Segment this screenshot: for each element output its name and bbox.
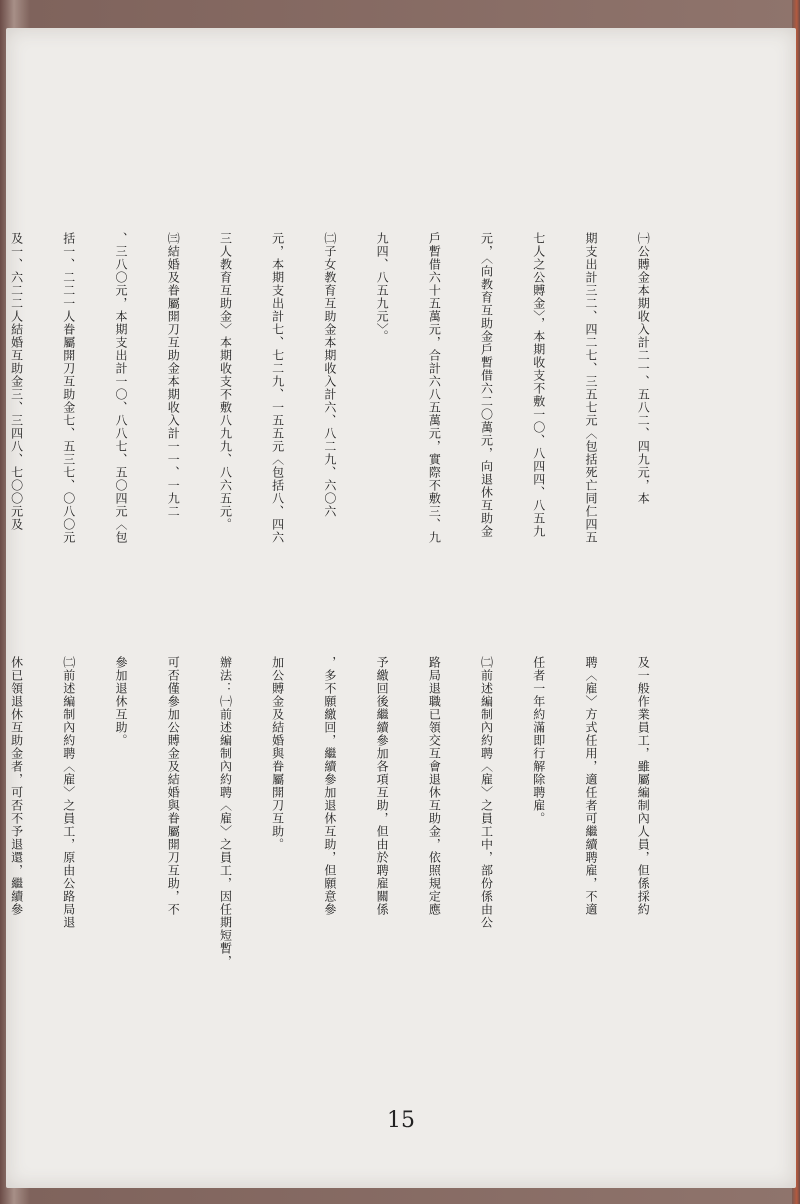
upper-text-block xyxy=(6,232,686,672)
text-line: 括一、二二一人眷屬開刀互助金七、五三七、〇八〇元 xyxy=(61,232,76,544)
text-line: ，多不願繳回，繼續參加退休互助，但願意參 xyxy=(322,656,337,916)
text-line: 可否僅參加公賻金及結婚與眷屬開刀互助，不 xyxy=(166,656,181,916)
text-line: ㈡前述編制內約聘〈雇〉之員工中，部份係由公 xyxy=(479,656,494,929)
text-line: 路局退職已領交互會退休互助金，依照規定應 xyxy=(427,656,442,916)
text-line: 聘〈雇〉方式任用，適任者可繼續聘雇，不適 xyxy=(583,656,598,916)
text-line: 休已領退休互助金者，可否不予退還，繼續參 xyxy=(9,656,24,916)
text-line: ㈢結婚及眷屬開刀互助金本期收入計一一、一九二 xyxy=(166,232,181,518)
lower-text-block xyxy=(6,656,686,1096)
text-line: 辦法：㈠前述編制內約聘〈雇〉之員工，因任期短暫， xyxy=(218,656,233,968)
text-line: 三人教育互助金〉本期收支不敷八九九、八六五元。 xyxy=(218,232,233,531)
text-line: 元，〈向教育互助金戶暫借六二〇萬元，向退休互助金 xyxy=(479,232,494,538)
text-line: 元，本期支出計七、七二九、一五五元〈包括八、四六 xyxy=(270,232,285,544)
text-line: 參加退休互助。 xyxy=(114,656,128,747)
text-line: 加公賻金及結婚與眷屬開刀互助。 xyxy=(270,656,285,851)
text-line: ㈠公賻金本期收入計二一、五八二、四九元，本 xyxy=(636,232,651,505)
text-line: 七人之公賻金〉，本期收支不敷一〇、八四四、八五九 xyxy=(531,232,546,538)
show-through-text xyxy=(696,128,726,648)
text-line: 九四、八五九元〉。 xyxy=(375,232,390,343)
text-line: 戶暫借六十五萬元，合計六八五萬元，實際不敷三、九 xyxy=(427,232,442,544)
text-line: 期支出計三二、四二七、三五七元〈包括死亡同仁四五 xyxy=(583,232,598,544)
page-number: 15 xyxy=(387,1108,415,1133)
text-line: 任者一年約滿即行解除聘雇。 xyxy=(531,656,546,825)
text-line: ㈡前述編制內約聘〈雇〉之員工，原由公路局退 xyxy=(61,656,76,929)
text-line: 及一般作業員工，雖屬編制內人員，但係採約 xyxy=(636,656,651,916)
text-line: 及一、六二二人結婚互助金三、三四八、七〇〇元及 xyxy=(9,232,24,531)
text-line: 予繳回後繼續參加各項互助，但由於聘雇關係 xyxy=(375,656,390,916)
text-line: ㈡子女教育互助金本期收入計六、八二九、六〇六 xyxy=(322,232,337,518)
document-page xyxy=(6,28,796,1188)
text-line: 、三八〇元，本期支出計一〇、八八七、五〇四元〈包 xyxy=(114,232,128,544)
